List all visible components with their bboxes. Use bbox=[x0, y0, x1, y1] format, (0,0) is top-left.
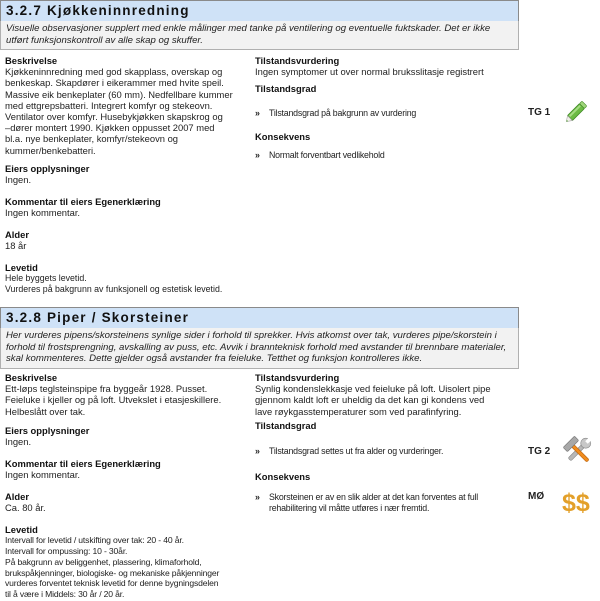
tilstandsgrad-grade: TG 2 bbox=[528, 446, 551, 457]
kommentar-label: Kommentar til eiers Egenerklæring bbox=[5, 196, 161, 207]
section-title: 3.2.7 Kjøkkeninnredning bbox=[6, 3, 190, 18]
section-title-bar bbox=[0, 0, 519, 22]
beskrivelse-line: med ettgrepsbatteri. Integrert komfyr og stekeovn. bbox=[5, 99, 213, 111]
pencil-icon bbox=[563, 97, 591, 125]
beskrivelse-label: Beskrivelse bbox=[5, 372, 58, 383]
konsekvens-label: Konsekvens bbox=[255, 131, 311, 142]
konsekvens-text: Skorsteinen er av en slik alder at det kan forventes at full bbox=[269, 492, 479, 502]
beskrivelse-line: bl.a. nye benkeplater, komfyr/stekeovn og bbox=[5, 133, 179, 145]
section-title-bar bbox=[0, 307, 519, 329]
alder-label: Alder bbox=[5, 229, 29, 240]
beskrivelse-line: Kjøkkeninnredning med god skapplass, overskap og bbox=[5, 66, 223, 78]
beskrivelse-block bbox=[5, 55, 255, 156]
money-icon bbox=[562, 487, 594, 515]
tilstandsgrad-grade: TG 1 bbox=[528, 107, 551, 118]
levetid-line: Intervall for levetid / utskifting over tak: 20 - 40 år. bbox=[5, 535, 184, 546]
tilstandsvurdering-line: lave røykgasstemperaturer som ved parafinfyring. bbox=[255, 405, 462, 417]
levetid-label: Levetid bbox=[5, 524, 38, 535]
levetid-block bbox=[5, 524, 219, 600]
tilstandsgrad-text: Tilstandsgrad på bakgrunn av vurdering bbox=[269, 108, 417, 118]
tilstandsvurdering-label: Tilstandsvurdering bbox=[255, 372, 340, 383]
eiers-opplysninger-block bbox=[5, 425, 89, 447]
tilstandsvurdering-block bbox=[255, 372, 525, 417]
beskrivelse-label: Beskrivelse bbox=[5, 55, 58, 66]
eiers-opplysninger-label: Eiers opplysninger bbox=[5, 163, 90, 174]
svg-text:$$: $$ bbox=[562, 489, 590, 515]
levetid-label: Levetid bbox=[5, 262, 38, 273]
beskrivelse-line: Feieluke i kjeller og på loft. Utvekslet i etasjeskillere. bbox=[5, 394, 222, 406]
alder-block bbox=[5, 229, 29, 251]
levetid-line: På bakgrunn av beliggenhet, plassering, klimaforhold, bbox=[5, 556, 202, 567]
beskrivelse-line: Ventilator over komfyr. Husebykjøkken skapskrog og bbox=[5, 111, 223, 123]
konsekvens-text: rehabilitering vil måtte utføres i nær fremtid. bbox=[269, 503, 430, 513]
konsekvens-text: Normalt forventbart vedlikehold bbox=[269, 150, 385, 160]
alder-value: 18 år bbox=[5, 240, 27, 252]
section-intro bbox=[1, 328, 518, 368]
tilstandsvurdering-line: Synlig kondenslekkasje ved feieluke på loft. Uisolert pipe bbox=[255, 383, 491, 395]
tilstandsgrad-label: Tilstandsgrad bbox=[255, 83, 317, 94]
levetid-line: til å være i Middels: 30 år / 20 år. bbox=[5, 589, 125, 600]
beskrivelse-line: Massive eik benkeplater (60 mm). Nedfellbare kummer bbox=[5, 88, 233, 100]
tilstandsvurdering-block bbox=[255, 55, 525, 77]
levetid-line: Vurderes på bakgrunn av funksjonell og estetisk levetid. bbox=[5, 284, 223, 295]
levetid-line: brukspåkjenninger, biologiske- og mekaniske påkjenninger bbox=[5, 567, 220, 578]
levetid-line: vurderes forventet teknisk levetid for denne bygningsdelen bbox=[5, 578, 219, 589]
beskrivelse-line: Ett-løps teglsteinspipe fra byggeår 1928. Pusset. bbox=[5, 383, 208, 395]
beskrivelse-block bbox=[5, 372, 255, 417]
section-title: 3.2.8 Piper / Skorsteiner bbox=[6, 310, 190, 325]
tilstandsgrad-label: Tilstandsgrad bbox=[255, 420, 317, 431]
section-intro-box bbox=[0, 21, 519, 50]
tilstandsgrad-text: Tilstandsgrad settes ut fra alder og vurderinger. bbox=[269, 446, 444, 456]
beskrivelse-line: kummer/benkebatteri. bbox=[5, 144, 96, 156]
kommentar-block bbox=[5, 196, 161, 218]
beskrivelse-line: benkeskap. Skapdører i eikerammer med hvite speil. bbox=[5, 77, 224, 89]
tools-icon bbox=[561, 435, 595, 467]
konsekvens-label: Konsekvens bbox=[255, 471, 311, 482]
eiers-opplysninger-value: Ingen. bbox=[5, 436, 32, 448]
bullet-mark: » bbox=[255, 446, 260, 456]
kommentar-block bbox=[5, 458, 161, 480]
intro-line: forhold til frostsprengning, avskalling av puss, etc. Avvik i brannteknisk forhold med avstander til brennbare materialer, bbox=[6, 341, 507, 353]
eiers-opplysninger-block bbox=[5, 163, 89, 185]
kommentar-label: Kommentar til eiers Egenerklæring bbox=[5, 458, 161, 469]
section-intro-box bbox=[0, 328, 519, 369]
alder-value: Ca. 80 år. bbox=[5, 502, 46, 514]
tilstandsvurdering-line: gjennom kaldt loft er uheldig da det kan gi kondens ved bbox=[255, 394, 485, 406]
levetid-line: Intervall for ompussing: 10 - 30år. bbox=[5, 546, 128, 556]
bullet-mark: » bbox=[255, 492, 260, 502]
tilstandsvurdering-line: Ingen symptomer ut over normal bruksslitasje registrert bbox=[255, 66, 484, 78]
alder-block bbox=[5, 491, 46, 513]
section-intro: Visuelle observasjoner supplert med enkle målinger med tanke på ventilering og eventuelle fuktskader. Det er ikke utført funksjonskontroll av alle skap og skuffer. bbox=[6, 23, 491, 46]
intro-line: Her vurderes pipens/skorsteinens synlige sider i forhold til sprekker. Hvis atkomst over tak, vurderes pipe/skorstein i bbox=[6, 330, 497, 341]
tilstandsvurdering-label: Tilstandsvurdering bbox=[255, 55, 340, 66]
eiers-opplysninger-value: Ingen. bbox=[5, 174, 32, 186]
levetid-line: Hele byggets levetid. bbox=[5, 273, 87, 284]
beskrivelse-line: Helbeslått over tak. bbox=[5, 405, 86, 417]
intro-line: skal kommenteres. Dette gjelder også avstander fra feieluke. Tetthet og funksjon kontrolleres ikke. bbox=[6, 353, 423, 365]
kommentar-value: Ingen kommentar. bbox=[5, 207, 81, 219]
kommentar-value: Ingen kommentar. bbox=[5, 469, 81, 481]
eiers-opplysninger-label: Eiers opplysninger bbox=[5, 425, 90, 436]
konsekvens-block bbox=[255, 471, 310, 482]
bullet-mark: » bbox=[255, 108, 260, 118]
konsekvens-grade: MØ bbox=[528, 491, 545, 502]
beskrivelse-line: –dører montert 1990. Kjøkken oppusset 2007 med bbox=[5, 122, 215, 134]
bullet-mark: » bbox=[255, 150, 260, 160]
levetid-block bbox=[5, 262, 222, 296]
tilstandsgrad-block bbox=[255, 420, 316, 431]
alder-label: Alder bbox=[5, 491, 29, 502]
tilstandsgrad-block bbox=[255, 83, 316, 94]
konsekvens-block bbox=[255, 131, 310, 142]
